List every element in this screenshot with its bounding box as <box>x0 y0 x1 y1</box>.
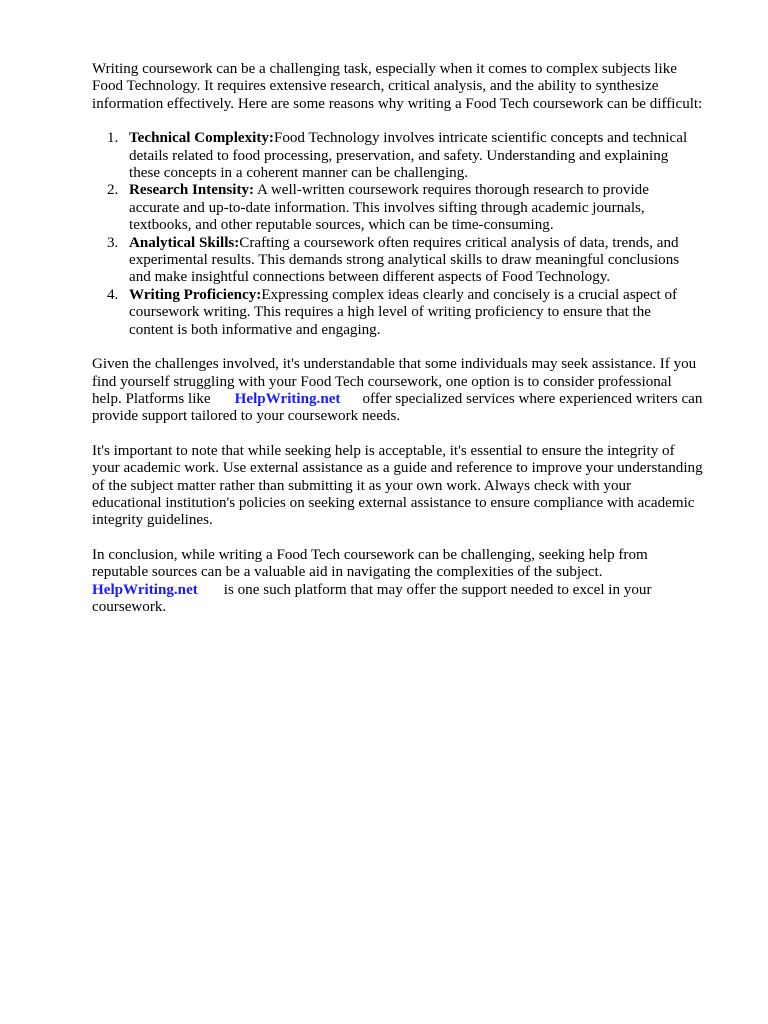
paragraph-line <box>92 582 732 599</box>
intro-line: Writing coursework can be a challenging task, especially when it comes to complex subjects like <box>92 61 677 77</box>
intro-line: information effectively. Here are some reasons why writing a Food Tech coursework can be difficult: <box>92 95 703 112</box>
list-item-text: Crafting a coursework often requires critical analysis of data, trends, and <box>239 234 679 251</box>
list-item-term: Research Intensity: <box>129 182 255 199</box>
paragraph-line: your academic work. Use external assistance as a guide and reference to improve your understanding <box>92 460 703 477</box>
paragraph-line: reputable sources can be a valuable aid in navigating the complexities of the subject. <box>92 564 603 581</box>
paragraph-line: provide support tailored to your coursework needs. <box>92 408 401 425</box>
list-item-text: accurate and up-to-date information. This involves sifting through academic journals, <box>129 199 645 216</box>
intro-line: Food Technology. It requires extensive research, critical analysis, and the ability to synthesize <box>92 78 659 95</box>
document-page <box>92 61 732 633</box>
integrity-paragraph <box>92 443 732 530</box>
list-item-text: content is both informative and engaging. <box>129 321 381 338</box>
list-item <box>92 182 732 234</box>
paragraph-line <box>92 391 732 408</box>
paragraph-line: coursework. <box>92 598 167 615</box>
paragraph-line: In conclusion, while writing a Food Tech coursework can be challenging, seeking help from <box>92 546 648 563</box>
list-item-term: Writing Proficiency: <box>129 286 262 303</box>
list-item <box>92 130 732 182</box>
list-item-number: 1. <box>107 130 119 147</box>
paragraph-line: educational institution's policies on seeking external assistance to ensure compliance with academic <box>92 494 695 511</box>
list-item-text: A well-written coursework requires thorough research to provide <box>254 182 649 199</box>
paragraph-text: offer specialized services where experienced writers can <box>362 390 703 407</box>
list-item <box>92 287 732 339</box>
assistance-paragraph <box>92 356 732 426</box>
helpwriting-link[interactable]: HelpWriting.net <box>234 390 341 407</box>
list-item-term: Technical Complexity: <box>129 130 274 147</box>
conclusion-paragraph <box>92 547 732 617</box>
paragraph-line: of the subject matter rather than submitting it as your own work. Always check with your <box>92 477 632 494</box>
list-item-term: Analytical Skills: <box>129 234 240 251</box>
list-item-text: and make insightful connections between different aspects of Food Technology. <box>129 269 611 286</box>
list-item-text: experimental results. This demands strong analytical skills to draw meaningful conclusions <box>129 252 680 269</box>
list-item-text: textbooks, and other reputable sources, which can be time-consuming. <box>129 217 554 234</box>
paragraph-text: is one such platform that may offer the support needed to excel in your <box>223 581 652 598</box>
intro-paragraph <box>92 61 732 113</box>
list-item-text: Food Technology involves intricate scientific concepts and technical <box>273 130 688 147</box>
list-item-text: coursework writing. This requires a high level of writing proficiency to ensure that the <box>129 304 651 321</box>
list-item-text: Expressing complex ideas clearly and concisely is a crucial aspect of <box>261 286 678 303</box>
list-item <box>92 235 732 287</box>
list-item-text: details related to food processing, preservation, and safety. Understanding and explaining <box>129 147 669 164</box>
paragraph-text: help. Platforms like <box>92 390 211 407</box>
list-item-number: 4. <box>107 286 119 303</box>
list-item-number: 2. <box>107 182 119 199</box>
list-item-number: 3. <box>107 234 119 251</box>
helpwriting-link[interactable]: HelpWriting.net <box>92 581 198 598</box>
paragraph-line: It's important to note that while seeking help is acceptable, it's essential to ensure the integrity of <box>92 442 675 459</box>
paragraph-line: find yourself struggling with your Food Tech coursework, one option is to consider professional <box>92 373 672 390</box>
paragraph-line: integrity guidelines. <box>92 512 213 529</box>
paragraph-line: Given the challenges involved, it's understandable that some individuals may seek assistance. If you <box>92 356 697 373</box>
list-item-text: these concepts in a coherent manner can be challenging. <box>129 165 469 182</box>
reasons-list <box>92 130 732 339</box>
